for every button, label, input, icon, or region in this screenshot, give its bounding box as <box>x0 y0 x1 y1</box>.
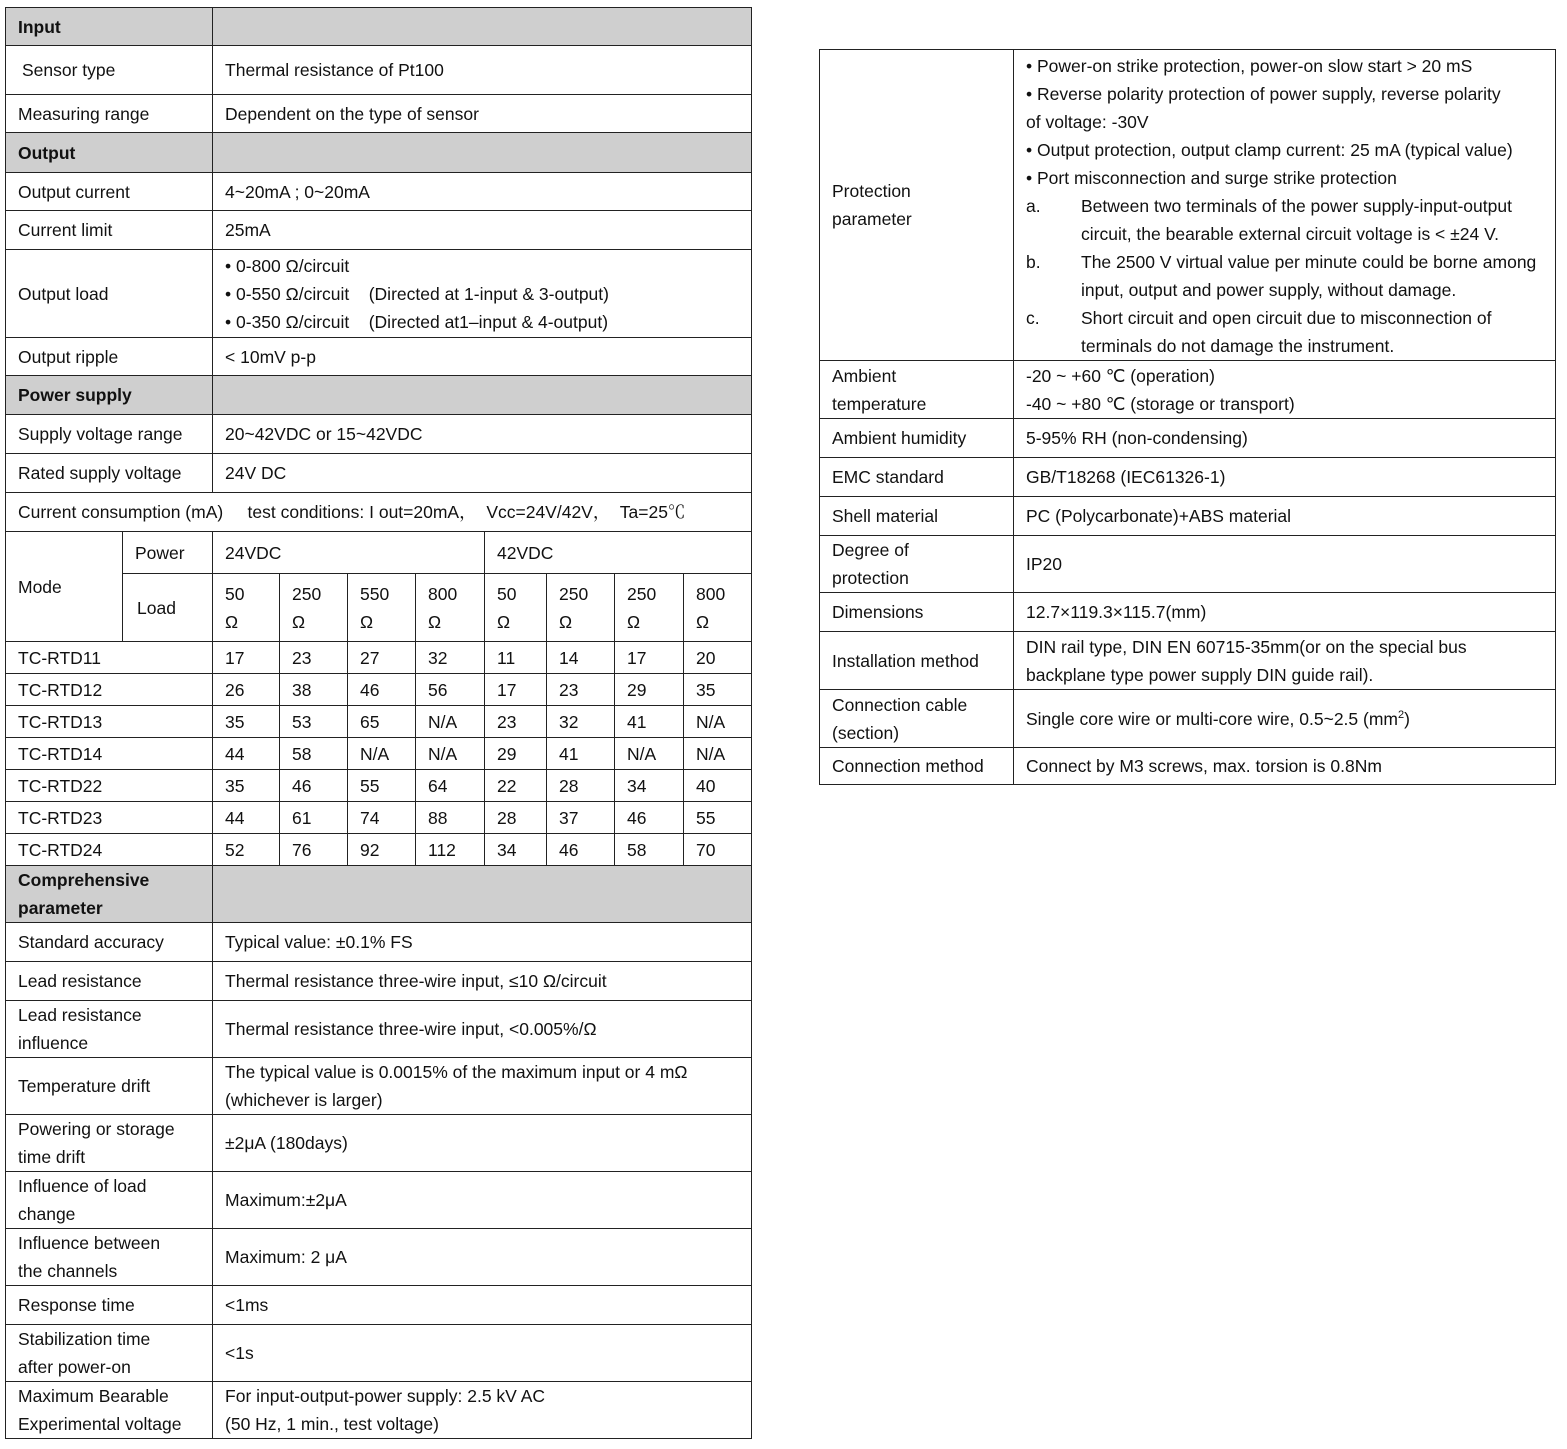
cell-line: Influence between <box>18 1233 161 1253</box>
table-row <box>6 1382 752 1439</box>
cell-line: Powering or storage <box>18 1119 175 1139</box>
connection-method-row <box>820 748 1556 785</box>
table-row <box>6 1115 752 1172</box>
consumption-value: 28 <box>485 802 547 834</box>
protection-item: a. Between two terminals of the power supply-input-output circuit, the bearable external circuit voltage is < ±24 V. <box>1026 196 1512 244</box>
cell-line: -20 ~ +60 ℃ (operation) <box>1026 365 1215 386</box>
consumption-value: 35 <box>213 770 280 802</box>
param-value <box>213 1172 752 1229</box>
table-row <box>6 962 752 1001</box>
cell-line: Stabilization time <box>18 1329 151 1349</box>
power-header-row <box>6 376 752 415</box>
param-value <box>213 1115 752 1172</box>
input-header-row <box>6 8 752 46</box>
cell-line: Installation method <box>832 650 979 671</box>
consumption-value: 44 <box>213 802 280 834</box>
cell-line: Thermal resistance three-wire input, <0.005%/Ω <box>225 1019 597 1039</box>
cell-line: Response time <box>18 1295 135 1315</box>
protection-bullet: • Output protection, output clamp current: 25 mA (typical value) <box>1026 140 1513 160</box>
output-header-row <box>6 133 752 173</box>
consumption-value: 29 <box>615 674 684 706</box>
cell-line: the channels <box>18 1261 118 1281</box>
protection-item: c. Short circuit and open circuit due to misconnection of terminals do not damage the instrument. <box>1026 308 1492 356</box>
consumption-value: N/A <box>416 738 485 770</box>
param-value <box>213 1229 752 1286</box>
cell-line: (50 Hz, 1 min., test voltage) <box>225 1414 439 1434</box>
mode-label: Mode <box>6 532 123 642</box>
param-value <box>1014 419 1556 458</box>
table-row <box>6 1325 752 1382</box>
cell-line: Shell material <box>832 506 939 526</box>
param-label <box>6 1115 213 1172</box>
cell-line: EMC standard <box>832 467 944 487</box>
consumption-value: 29 <box>485 738 547 770</box>
consumption-value: 46 <box>547 834 615 866</box>
cell-line: Maximum: 2 μA <box>225 1247 347 1267</box>
input-header: Input <box>6 8 213 46</box>
rated-supply-value: 24V DC <box>213 454 752 493</box>
protection-item: b. The 2500 V virtual value per minute could be borne among input, output and power supply, without damage. <box>1026 252 1537 300</box>
param-value <box>213 962 752 1001</box>
cell-line: change <box>18 1204 76 1224</box>
consumption-value: 58 <box>615 834 684 866</box>
load-value-header: 800 Ω <box>416 574 485 642</box>
output-current-row <box>6 173 752 211</box>
cell-line: Connection method <box>832 756 984 776</box>
consumption-value: 55 <box>348 770 416 802</box>
param-value <box>1014 361 1556 419</box>
cell-line: after power-on <box>18 1357 131 1377</box>
current-limit-row <box>6 211 752 250</box>
param-value <box>1014 458 1556 497</box>
consumption-value: 35 <box>213 706 280 738</box>
load-value-header: 250 Ω <box>280 574 348 642</box>
sensor-type-label: Sensor type <box>6 46 213 95</box>
output-load-row <box>6 250 752 338</box>
consumption-note-row <box>6 493 752 532</box>
protection-bullet: • Power-on strike protection, power-on slow start > 20 mS <box>1026 56 1473 76</box>
consumption-value: 46 <box>348 674 416 706</box>
protection-row <box>820 50 1556 361</box>
cell-line: Connection cable <box>832 694 968 715</box>
param-label <box>6 1286 213 1325</box>
current-limit-label: Current limit <box>6 211 213 250</box>
table-row <box>6 770 752 802</box>
consumption-value: 56 <box>416 674 485 706</box>
cell-line: PC (Polycarbonate)+ABS material <box>1026 506 1292 526</box>
comprehensive-section <box>6 866 752 1439</box>
param-label <box>820 419 1014 458</box>
protection-bullet: of voltage: -30V <box>1026 112 1149 132</box>
consumption-value: 58 <box>280 738 348 770</box>
consumption-rows <box>6 642 752 866</box>
param-value <box>1014 748 1556 785</box>
protection-bullet: • Port misconnection and surge strike protection <box>1026 168 1397 188</box>
cell-line: Connect by M3 screws, max. torsion is 0.8Nm <box>1026 756 1382 776</box>
output-ripple-value: < 10mV p-p <box>213 338 752 376</box>
consumption-value: 46 <box>615 802 684 834</box>
supply-range-value: 20~42VDC or 15~42VDC <box>213 415 752 454</box>
table-row <box>6 1172 752 1229</box>
consumption-value: N/A <box>416 706 485 738</box>
cell-line: <1s <box>225 1343 254 1363</box>
consumption-value: 40 <box>684 770 752 802</box>
table-row <box>6 706 752 738</box>
cell-line: Maximum:±2μA <box>225 1190 347 1210</box>
table-row <box>6 1229 752 1286</box>
table-row <box>6 802 752 834</box>
cell-line: IP20 <box>1026 554 1062 574</box>
consumption-value: 11 <box>485 642 547 674</box>
cell-line: Typical value: ±0.1% FS <box>225 932 413 952</box>
consumption-value: 70 <box>684 834 752 866</box>
consumption-value: 23 <box>547 674 615 706</box>
consumption-value: 17 <box>615 642 684 674</box>
consumption-value: 52 <box>213 834 280 866</box>
consumption-value: N/A <box>684 706 752 738</box>
model-name: TC-RTD14 <box>6 738 213 770</box>
param-label <box>820 690 1014 748</box>
comprehensive-header-row <box>6 866 752 923</box>
consumption-value: 88 <box>416 802 485 834</box>
cell-line: influence <box>18 1033 89 1053</box>
cell-line: The typical value is 0.0015% of the maximum input or 4 mΩ <box>225 1062 688 1082</box>
param-value <box>1014 632 1556 690</box>
table-row <box>820 419 1556 458</box>
consumption-value: 20 <box>684 642 752 674</box>
table-row <box>6 834 752 866</box>
cell-line: temperature <box>832 393 927 414</box>
cell-line: time drift <box>18 1147 86 1167</box>
output-load-label: Output load <box>6 250 213 338</box>
param-label <box>6 1325 213 1382</box>
connection-cable-row <box>820 690 1556 748</box>
consumption-value: 92 <box>348 834 416 866</box>
cell-line: backplane type power supply DIN guide rail). <box>1026 664 1374 685</box>
consumption-value: 46 <box>280 770 348 802</box>
consumption-value: N/A <box>348 738 416 770</box>
consumption-value: 26 <box>213 674 280 706</box>
param-label <box>6 1001 213 1058</box>
v24-label: 24VDC <box>213 532 485 574</box>
param-label <box>6 923 213 962</box>
param-value <box>213 1286 752 1325</box>
table-row <box>820 632 1556 690</box>
consumption-value: 74 <box>348 802 416 834</box>
param-label <box>820 632 1014 690</box>
load-value-header: 250 Ω <box>547 574 615 642</box>
consumption-value: 41 <box>547 738 615 770</box>
param-label <box>6 1382 213 1439</box>
param-label <box>6 962 213 1001</box>
output-load-line: • 0-550 Ω/circuit (Directed at 1-input & 3-output) <box>225 283 609 304</box>
sensor-type-row <box>6 46 752 95</box>
output-load-line: • 0-350 Ω/circuit (Directed at1–input & 4-output) <box>225 311 609 332</box>
consumption-value: 34 <box>485 834 547 866</box>
cell-line: Dimensions <box>832 602 924 622</box>
param-label <box>820 536 1014 593</box>
table-row <box>6 674 752 706</box>
cell-line: Degree of <box>832 540 909 560</box>
table-row <box>6 1286 752 1325</box>
cell-line: <1ms <box>225 1295 269 1315</box>
model-name: TC-RTD23 <box>6 802 213 834</box>
param-label <box>820 748 1014 785</box>
table-row <box>6 738 752 770</box>
consumption-value: 44 <box>213 738 280 770</box>
load-value-header: 550 Ω <box>348 574 416 642</box>
supply-range-label: Supply voltage range <box>6 415 213 454</box>
consumption-value: 65 <box>348 706 416 738</box>
param-label <box>6 1229 213 1286</box>
cell-line: -40 ~ +80 ℃ (storage or transport) <box>1026 393 1295 414</box>
consumption-value: N/A <box>615 738 684 770</box>
cell-line: Ambient humidity <box>832 428 967 448</box>
consumption-value: 27 <box>348 642 416 674</box>
model-name: TC-RTD11 <box>6 642 213 674</box>
load-value-header: 50 Ω <box>485 574 547 642</box>
sensor-type-value: Thermal resistance of Pt100 <box>213 46 752 95</box>
param-value <box>1014 536 1556 593</box>
protection-bullet: • Reverse polarity protection of power supply, reverse polarity <box>1026 84 1501 104</box>
consumption-value: 17 <box>213 642 280 674</box>
param-label <box>6 1058 213 1115</box>
param-label <box>820 497 1014 536</box>
param-value <box>1014 593 1556 632</box>
param-value <box>213 1382 752 1439</box>
cell-line: Lead resistance <box>18 971 142 991</box>
rated-supply-row <box>6 454 752 493</box>
measuring-range-label: Measuring range <box>6 95 213 133</box>
table-row <box>6 923 752 962</box>
cell-line: Lead resistance <box>18 1005 142 1025</box>
table-row <box>820 536 1556 593</box>
consumption-value: 37 <box>547 802 615 834</box>
cell-line: For input-output-power supply: 2.5 kV AC <box>225 1386 546 1406</box>
cell-line: (whichever is larger) <box>225 1090 383 1110</box>
consumption-value: 55 <box>684 802 752 834</box>
output-ripple-row <box>6 338 752 376</box>
table-row <box>6 642 752 674</box>
right-spec-table <box>819 49 1556 785</box>
param-label <box>820 458 1014 497</box>
output-load-line: • 0-800 Ω/circuit <box>225 255 350 276</box>
param-value: Single core wire or multi-core wire, 0.5~2.5 $(mm^2)$ <box>1014 690 1556 748</box>
param-value <box>213 1001 752 1058</box>
protection-label: Protection parameter <box>820 50 1014 361</box>
output-current-value: 4~20mA ; 0~20mA <box>213 173 752 211</box>
consumption-value: 34 <box>615 770 684 802</box>
model-name: TC-RTD12 <box>6 674 213 706</box>
param-label <box>6 1172 213 1229</box>
comprehensive-header: Comprehensive parameter <box>6 866 213 923</box>
cell-line: DIN rail type, DIN EN 60715-35mm(or on the special bus <box>1026 636 1467 657</box>
load-value-header: 50 Ω <box>213 574 280 642</box>
protection-value <box>1014 50 1556 361</box>
cell-line: Experimental voltage <box>18 1414 182 1434</box>
consumption-value: 64 <box>416 770 485 802</box>
table-row <box>820 497 1556 536</box>
measuring-range-row <box>6 95 752 133</box>
cell-line: protection <box>832 568 909 588</box>
power-header: Power supply <box>6 376 213 415</box>
table-row <box>6 1001 752 1058</box>
cell-line: Temperature drift <box>18 1076 151 1096</box>
consumption-value: 38 <box>280 674 348 706</box>
consumption-value: 32 <box>547 706 615 738</box>
consumption-value: 53 <box>280 706 348 738</box>
cell-line: Thermal resistance three-wire input, ≤10 Ω/circuit <box>225 971 607 991</box>
param-value <box>213 923 752 962</box>
model-name: TC-RTD22 <box>6 770 213 802</box>
table-row <box>820 458 1556 497</box>
load-value-header: 800 Ω <box>684 574 752 642</box>
measuring-range-value: Dependent on the type of sensor <box>213 95 752 133</box>
param-label <box>820 361 1014 419</box>
consumption-value: 76 <box>280 834 348 866</box>
model-name: TC-RTD24 <box>6 834 213 866</box>
output-current-label: Output current <box>6 173 213 211</box>
param-label <box>820 593 1014 632</box>
consumption-value: 17 <box>485 674 547 706</box>
table-row <box>820 593 1556 632</box>
v42-label: 42VDC <box>485 532 752 574</box>
supply-range-row <box>6 415 752 454</box>
consumption-value: 23 <box>485 706 547 738</box>
consumption-value: 32 <box>416 642 485 674</box>
load-label: Load <box>123 574 213 642</box>
consumption-value: 14 <box>547 642 615 674</box>
param-value <box>213 1325 752 1382</box>
consumption-value: 22 <box>485 770 547 802</box>
consumption-value: 41 <box>615 706 684 738</box>
cell-line: GB/T18268 (IEC61326-1) <box>1026 467 1226 487</box>
cell-line: 12.7×119.3×115.7(mm) <box>1026 602 1207 622</box>
rated-supply-label: Rated supply voltage <box>6 454 213 493</box>
left-spec-table <box>5 7 752 1439</box>
cell-line: Maximum Bearable <box>18 1386 169 1406</box>
model-name: TC-RTD13 <box>6 706 213 738</box>
output-ripple-label: Output ripple <box>6 338 213 376</box>
consumption-value: 23 <box>280 642 348 674</box>
table-row <box>6 1058 752 1115</box>
load-value-header: 250 Ω <box>615 574 684 642</box>
table-row <box>820 361 1556 419</box>
cell-line: Standard accuracy <box>18 932 164 952</box>
consumption-value: 61 <box>280 802 348 834</box>
param-value <box>213 1058 752 1115</box>
output-header: Output <box>6 133 213 173</box>
cell-line: ±2μA (180days) <box>225 1133 348 1153</box>
consumption-value: 35 <box>684 674 752 706</box>
output-load-value <box>213 250 752 338</box>
cell-line: Ambient <box>832 365 897 386</box>
cell-line: Influence of load <box>18 1176 147 1196</box>
cell-line: 5-95% RH (non-condensing) <box>1026 428 1248 448</box>
consumption-power-row <box>6 532 752 574</box>
cell-line: (section) <box>832 722 900 743</box>
consumption-value: 28 <box>547 770 615 802</box>
consumption-value: 112 <box>416 834 485 866</box>
param-value <box>1014 497 1556 536</box>
consumption-value: N/A <box>684 738 752 770</box>
consumption-note: Current consumption (mA) test conditions: I out=20mA， Vcc=24V/42V， Ta=25℃ <box>6 493 752 532</box>
current-limit-value: 25mA <box>213 211 752 250</box>
power-label: Power <box>123 532 213 574</box>
